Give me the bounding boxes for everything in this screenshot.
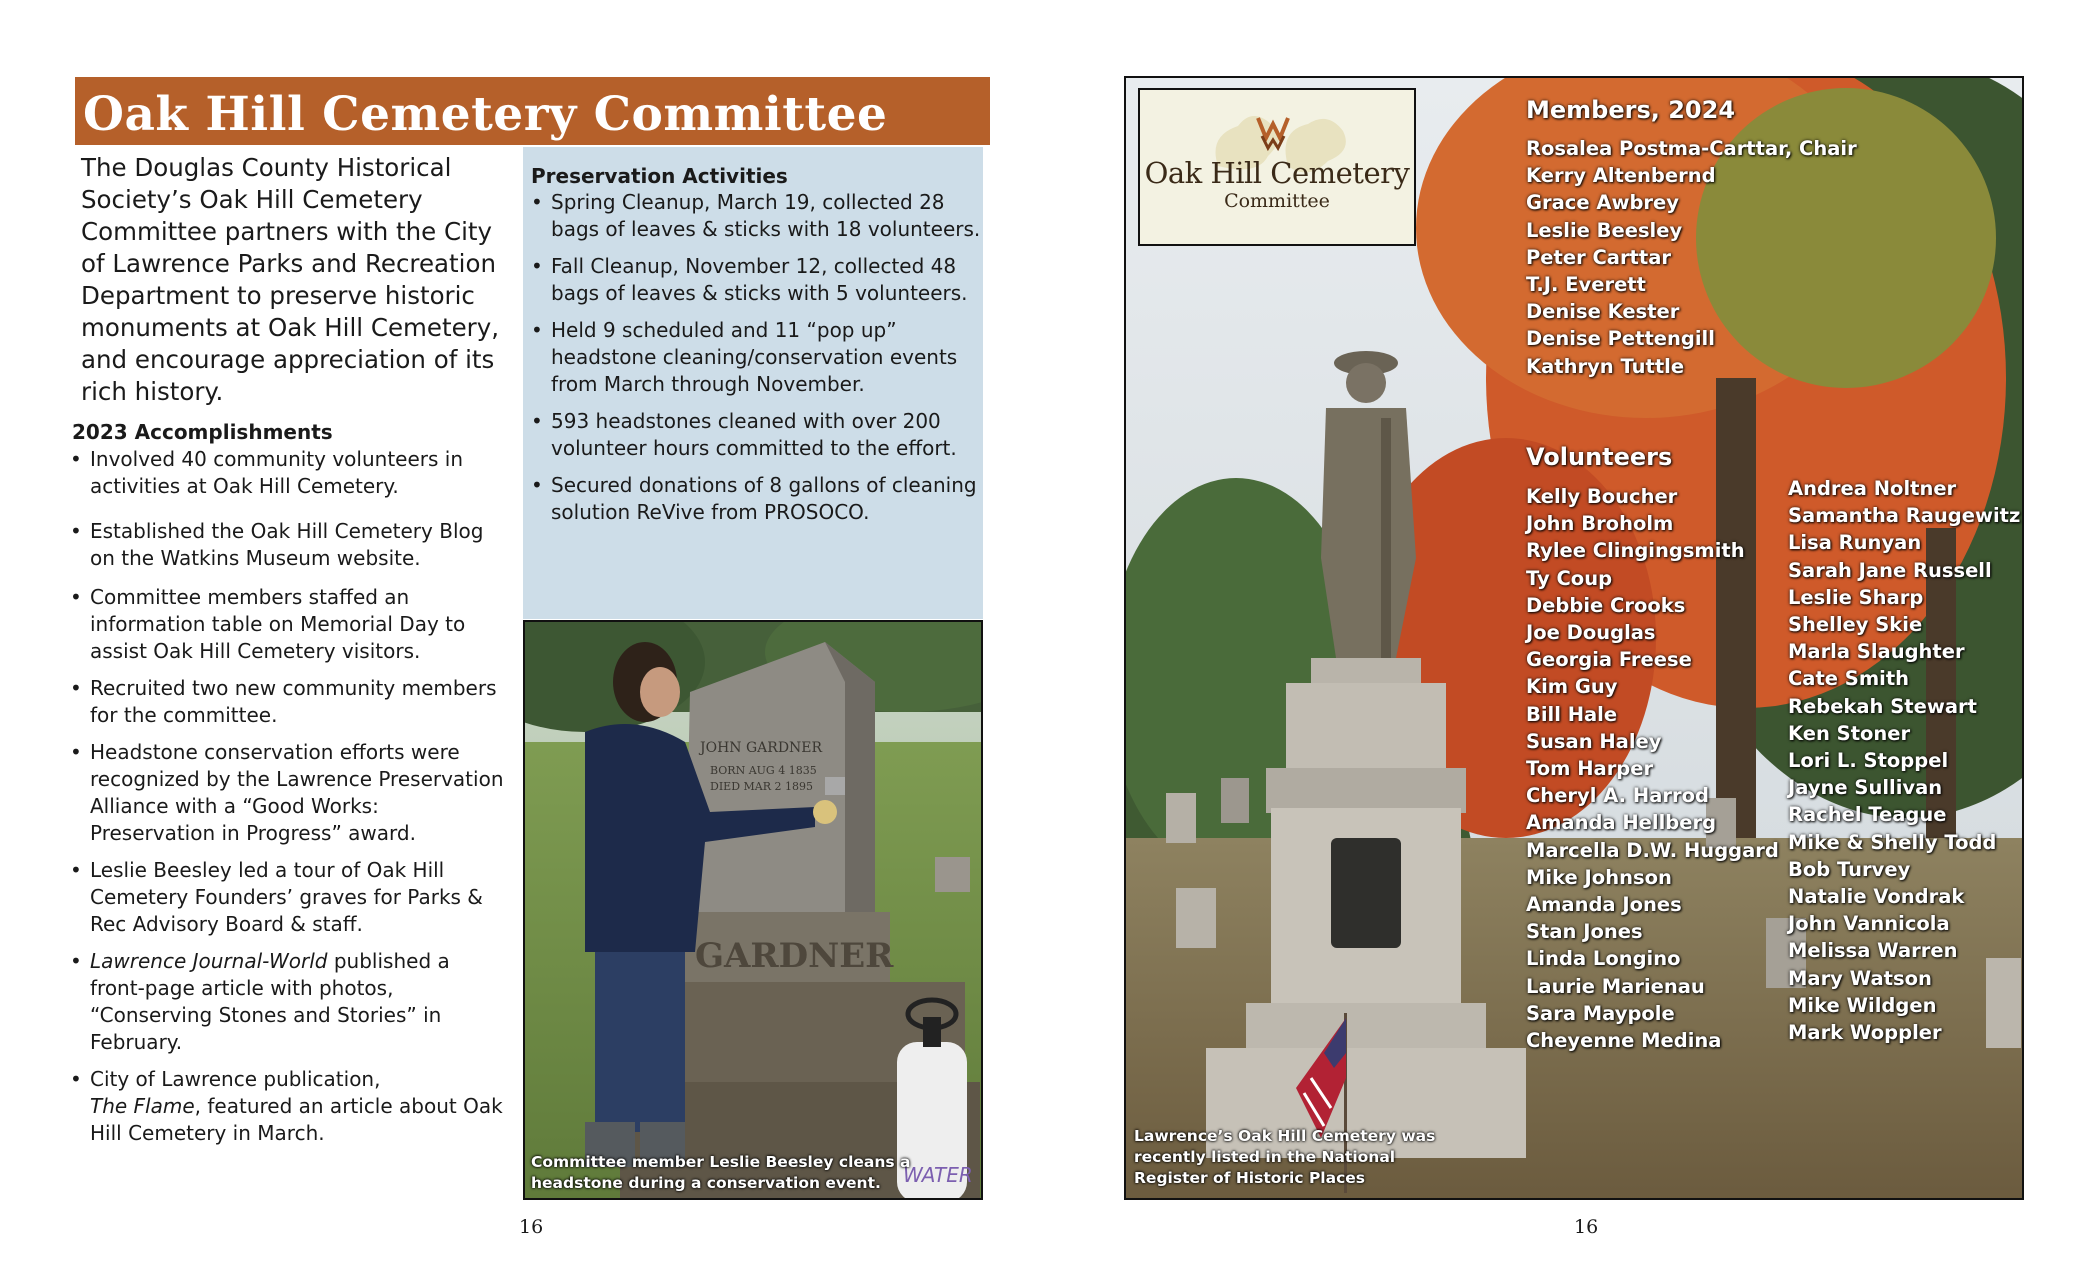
- list-item: Peter Carttar: [1526, 245, 1671, 269]
- preservation-box: [523, 147, 983, 619]
- headstone-name: JOHN GARDNER: [700, 740, 823, 756]
- list-item: T.J. Everett: [1526, 273, 1646, 297]
- list-item: Shelley Skie: [1788, 613, 1923, 637]
- list-item: Jayne Sullivan: [1788, 776, 1943, 800]
- list-item: • Committee members staffed an information table on Memorial Day to assist Oak Hill Cemetery visitors.: [70, 584, 510, 665]
- page-title: Oak Hill Cemetery Committee: [83, 87, 888, 142]
- list-item: Marla Slaughter: [1788, 640, 1965, 664]
- list-item: Marcella D.W. Huggard: [1526, 838, 1779, 862]
- volunteers-heading: Volunteers: [1526, 443, 1673, 471]
- list-item: Andrea Noltner: [1788, 477, 1957, 500]
- list-item: Susan Haley: [1526, 729, 1662, 753]
- list-item: Rebekah Stewart: [1788, 694, 1977, 718]
- list-item: Sarah Jane Russell: [1788, 558, 1992, 582]
- title-banner: [75, 77, 990, 145]
- list-item: • Fall Cleanup, November 12, collected 48 bags of leaves & sticks with 5 volunteers.: [531, 253, 981, 307]
- list-item: Stan Jones: [1526, 920, 1643, 944]
- list-item: Linda Longino: [1526, 947, 1681, 971]
- list-item: Samantha Raugewitz: [1788, 504, 2021, 528]
- list-item: Denise Kester: [1526, 300, 1680, 324]
- accomplishments-list: [70, 446, 510, 1157]
- list-item: Mark Woppler: [1788, 1021, 1942, 1045]
- logo-subtitle: Committee: [1224, 190, 1330, 212]
- list-item: Lori L. Stoppel: [1788, 749, 1949, 773]
- list-item: • Held 9 scheduled and 11 “pop up” headstone cleaning/conservation events from March through November.: [531, 317, 981, 398]
- list-item: • Recruited two new community members for the committee.: [70, 675, 510, 729]
- headstone-base-text: GARDNER: [695, 936, 894, 976]
- list-item: Sara Maypole: [1526, 1001, 1675, 1025]
- list-item: Melissa Warren: [1788, 939, 1958, 963]
- volunteers-list-col1: [1526, 483, 1779, 1054]
- list-item: Tom Harper: [1526, 757, 1654, 781]
- logo-title: Oak Hill Cemetery: [1144, 156, 1410, 190]
- list-item-text: City of Lawrence publication,: [90, 1067, 381, 1091]
- accomplishments-heading: 2023 Accomplishments: [72, 420, 333, 444]
- list-item: Kelly Boucher: [1526, 485, 1678, 508]
- list-item: • Involved 40 community volunteers in activities at Oak Hill Cemetery.: [70, 446, 510, 500]
- list-item: Amanda Jones: [1526, 893, 1682, 917]
- list-item: • 593 headstones cleaned with over 200 volunteer hours committed to the effort.: [531, 408, 981, 462]
- list-item: Kerry Altenbernd: [1526, 164, 1716, 188]
- list-item: Cheryl A. Harrod: [1526, 784, 1709, 808]
- list-item: Mary Watson: [1788, 966, 1932, 990]
- list-item: John Vannicola: [1788, 912, 1950, 936]
- list-item: • Secured donations of 8 gallons of cleaning solution ReVive from PROSOCO.: [531, 472, 981, 526]
- list-item-text: , featured an article about Oak Hill Cemetery in March.: [90, 1094, 503, 1145]
- list-item: Grace Awbrey: [1526, 191, 1679, 215]
- preservation-heading: Preservation Activities: [531, 164, 788, 188]
- list-item: Joe Douglas: [1526, 621, 1656, 645]
- list-item: Leslie Beesley: [1526, 218, 1683, 242]
- preservation-list: [531, 189, 981, 536]
- list-item: Lisa Runyan: [1788, 531, 1922, 555]
- list-item: Kim Guy: [1526, 675, 1618, 699]
- list-item: Rosalea Postma-Carttar, Chair: [1526, 137, 1857, 160]
- list-item: • Leslie Beesley led a tour of Oak Hill Cemetery Founders’ graves for Parks & Rec Advisory Board & staff.: [70, 857, 510, 938]
- list-item-text: published a front-page article with photos, “Conserving Stones and Stories” in February.: [90, 949, 450, 1054]
- monument-photo: [1124, 76, 2024, 1200]
- volunteers-list-col2: [1788, 475, 2020, 1046]
- list-item: Denise Pettengill: [1526, 327, 1715, 351]
- list-item: Cate Smith: [1788, 667, 1910, 691]
- members-heading: Members, 2024: [1526, 96, 1736, 124]
- list-item: • Established the Oak Hill Cemetery Blog on the Watkins Museum website.: [70, 518, 510, 572]
- photo-caption: Lawrence’s Oak Hill Cemetery was recently listed in the National Register of Historic Places: [1134, 1127, 1436, 1187]
- headstone-died: DIED MAR 2 1895: [710, 780, 813, 793]
- members-list: [1526, 135, 1857, 380]
- headstone-born: BORN AUG 4 1835: [710, 764, 817, 777]
- photo-caption: Committee member Leslie Beesley cleans a headstone during a conservation event.: [531, 1153, 911, 1192]
- page-number-right: 16: [1574, 1216, 1599, 1238]
- list-item: Kathryn Tuttle: [1526, 354, 1685, 378]
- list-item: [70, 948, 510, 1056]
- committee-logo: [1138, 88, 1416, 246]
- list-item: Ken Stoner: [1788, 721, 1911, 745]
- list-item: Cheyenne Medina: [1526, 1029, 1722, 1053]
- list-item: Bill Hale: [1526, 702, 1618, 726]
- list-item: Laurie Marienau: [1526, 974, 1705, 998]
- intro-text: The Douglas County Historical Society’s Oak Hill Cemetery Committee partners with the City of Lawrence Parks and Recreation Department to preserve historic monuments at Oak Hill Cemetery, and encourage appreciation of its rich history.: [81, 153, 500, 406]
- publication-name: The Flame: [90, 1094, 195, 1118]
- list-item: Rachel Teague: [1788, 803, 1947, 827]
- list-item: Debbie Crooks: [1526, 593, 1686, 617]
- list-item: Mike & Shelly Todd: [1788, 830, 1997, 854]
- list-item: Mike Johnson: [1526, 865, 1672, 889]
- intro-paragraph: [81, 152, 516, 408]
- list-item: [70, 1066, 510, 1147]
- headstone-cleaning-photo: [523, 620, 983, 1200]
- list-item: Amanda Hellberg: [1526, 811, 1717, 835]
- list-item: Rylee Clingingsmith: [1526, 539, 1745, 563]
- list-item: Mike Wildgen: [1788, 993, 1937, 1017]
- publication-name: Lawrence Journal-World: [90, 949, 328, 973]
- list-item: Georgia Freese: [1526, 648, 1692, 672]
- list-item: John Broholm: [1526, 512, 1674, 536]
- page-number-left: 16: [519, 1216, 544, 1238]
- list-item: • Spring Cleanup, March 19, collected 28 bags of leaves & sticks with 18 volunteers.: [531, 189, 981, 243]
- list-item: Ty Coup: [1526, 566, 1613, 590]
- list-item: Natalie Vondrak: [1788, 885, 1965, 909]
- list-item: Bob Turvey: [1788, 857, 1911, 881]
- bottle-label: WATER: [903, 1163, 973, 1187]
- list-item: Leslie Sharp: [1788, 585, 1924, 609]
- list-item: • Headstone conservation efforts were recognized by the Lawrence Preservation Alliance with a “Good Works: Preservation in Progress” award.: [70, 739, 510, 847]
- photo-illustration: [525, 622, 983, 1200]
